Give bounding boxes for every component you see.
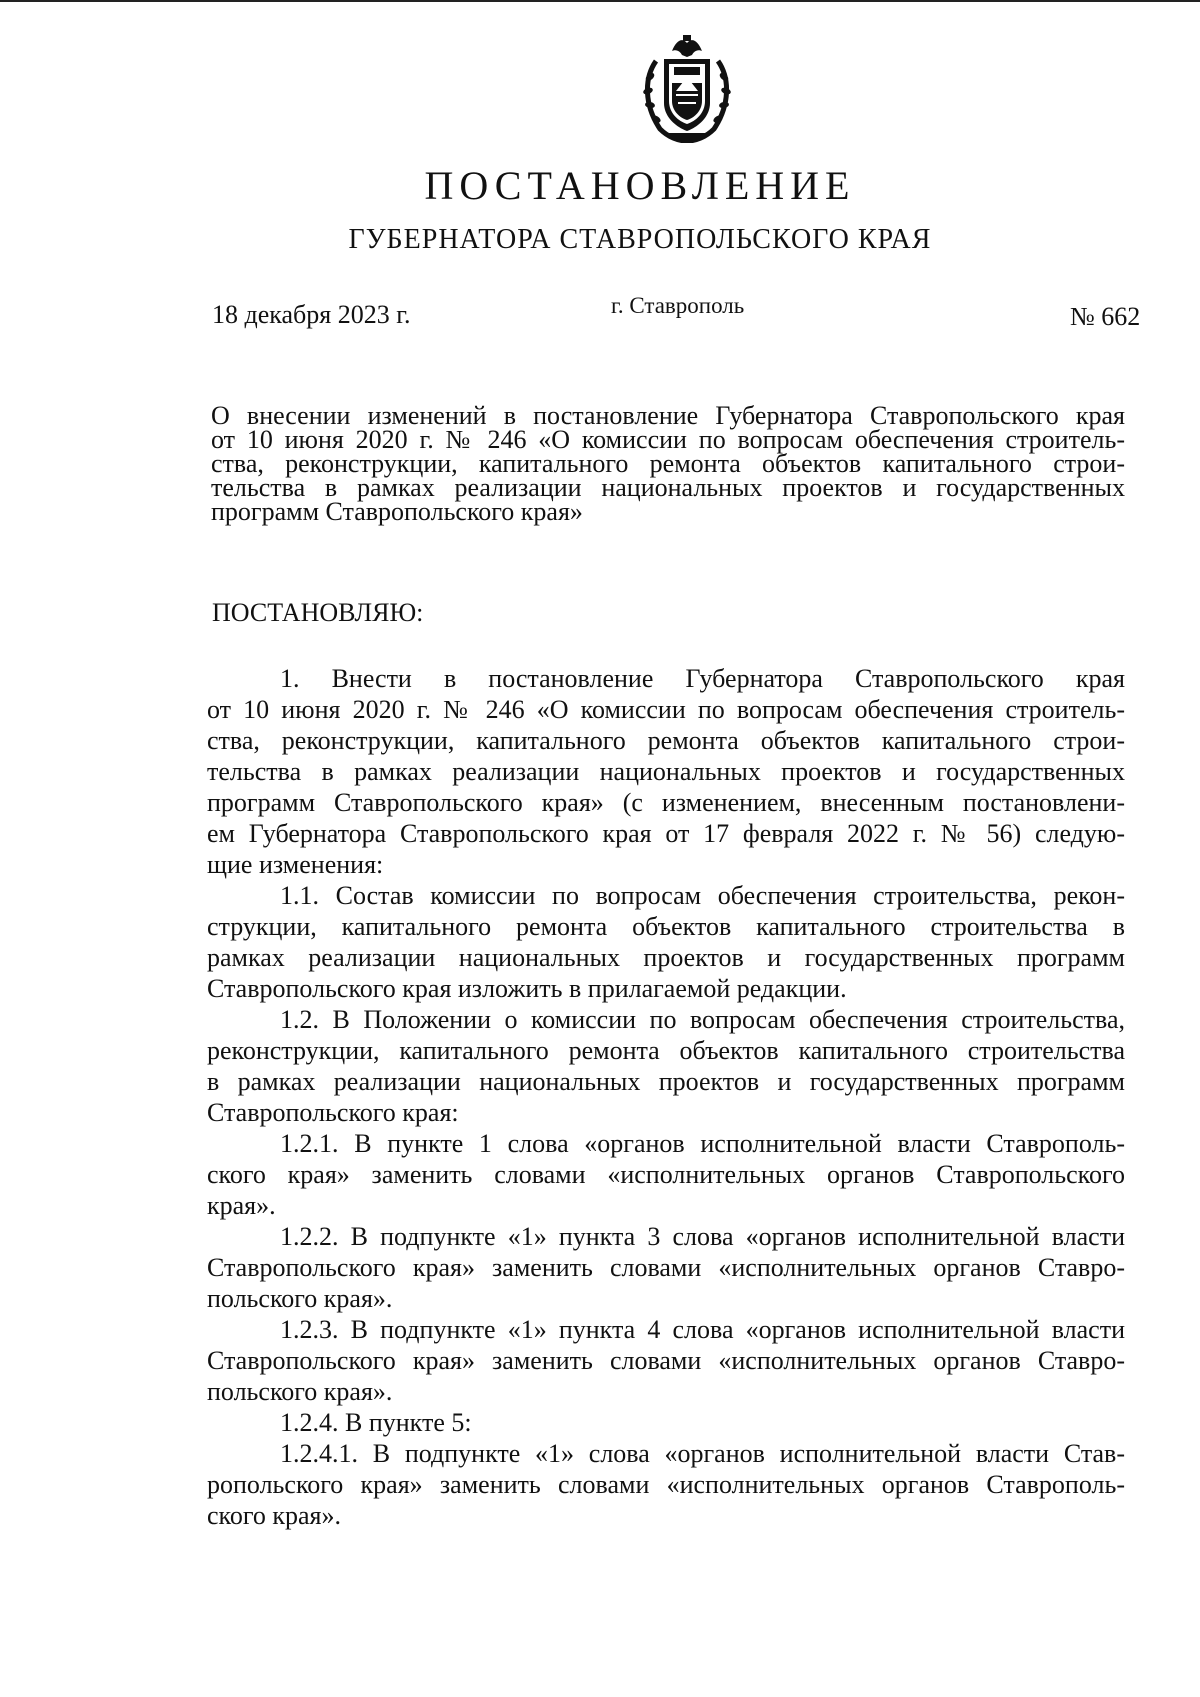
paragraph-line: ства, реконструкции, капитального ремонта объектов капитального строи- xyxy=(207,726,1125,755)
paragraph-line: от 10 июня 2020 г. № 246 «О комиссии по вопросам обеспечения строитель- xyxy=(207,695,1125,724)
paragraph-line: Ставропольского края» заменить словами «исполнительных органов Ставро- xyxy=(207,1253,1125,1282)
document-title: ПОСТАНОВЛЕНИЕ xyxy=(424,163,856,208)
paragraph-line: струкции, капитального ремонта объектов капитального строительства в xyxy=(207,912,1125,941)
paragraph-line: польского края». xyxy=(207,1377,393,1406)
resolve-heading: ПОСТАНОВЛЯЮ: xyxy=(212,598,424,627)
document-city: г. Ставрополь xyxy=(611,293,745,318)
document-number: № 662 xyxy=(1070,302,1141,331)
paragraph-line: ского края». xyxy=(207,1501,341,1530)
paragraph-line: 1.1. Состав комиссии по вопросам обеспечения строительства, рекон- xyxy=(280,881,1125,910)
document-body xyxy=(207,663,1125,1531)
paragraph-line: программ Ставропольского края» (с изменением, внесенным постановлени- xyxy=(207,788,1125,817)
paragraph-line: рамках реализации национальных проектов и государственных программ xyxy=(207,943,1125,972)
paragraph-line: 1.2.4.1. В подпункте «1» слова «органов исполнительной власти Став- xyxy=(280,1439,1125,1468)
paragraph-line: щие изменения: xyxy=(207,850,384,879)
paragraph-line: польского края». xyxy=(207,1284,393,1313)
paragraph-line: 1. Внести в постановление Губернатора Ставропольского края xyxy=(280,664,1125,693)
document-subject xyxy=(211,401,1125,526)
subject-line: ства, реконструкции, капитального ремонта объектов капитального строи- xyxy=(211,449,1125,478)
subject-line: О внесении изменений в постановление Губернатора Ставропольского края xyxy=(211,401,1125,430)
paragraph-line: ского края» заменить словами «исполнительных органов Ставропольского xyxy=(207,1160,1125,1189)
paragraph-line: реконструкции, капитального ремонта объектов капитального строительства xyxy=(207,1036,1125,1065)
paragraph-line: 1.2.4. В пункте 5: xyxy=(280,1408,472,1437)
paragraph-line: ропольского края» заменить словами «исполнительных органов Ставрополь- xyxy=(207,1470,1125,1499)
paragraph-line: 1.2.2. В подпункте «1» пункта 3 слова «органов исполнительной власти xyxy=(280,1222,1125,1251)
paragraph-line: ем Губернатора Ставропольского края от 17 февраля 2022 г. № 56) следую- xyxy=(207,819,1125,848)
paragraph-line: Ставропольского края» заменить словами «исполнительных органов Ставро- xyxy=(207,1346,1125,1375)
paragraph-line: 1.2.3. В подпункте «1» пункта 4 слова «органов исполнительной власти xyxy=(280,1315,1125,1344)
paragraph-line: Ставропольского края изложить в прилагаемой редакции. xyxy=(207,974,847,1003)
subject-line: тельства в рамках реализации национальных проектов и государственных xyxy=(211,473,1125,502)
subject-line: программ Ставропольского края» xyxy=(211,497,583,526)
paragraph-line: 1.2. В Положении о комиссии по вопросам обеспечения строительства, xyxy=(280,1005,1125,1034)
stavropol-coat-of-arms-icon xyxy=(638,33,736,143)
paragraph-line: Ставропольского края: xyxy=(207,1098,459,1127)
paragraph-line: края». xyxy=(207,1191,276,1220)
document-date: 18 декабря 2023 г. xyxy=(212,300,411,329)
subject-line: от 10 июня 2020 г. № 246 «О комиссии по вопросам обеспечения строитель- xyxy=(211,425,1125,454)
top-border-line xyxy=(0,0,1200,2)
issuer-title: ГУБЕРНАТОРА СТАВРОПОЛЬСКОГО КРАЯ xyxy=(348,224,932,255)
paragraph-line: тельства в рамках реализации национальных проектов и государственных xyxy=(207,757,1125,786)
paragraph-line: 1.2.1. В пункте 1 слова «органов исполнительной власти Ставрополь- xyxy=(280,1129,1125,1158)
paragraph-line: в рамках реализации национальных проектов и государственных программ xyxy=(207,1067,1125,1096)
